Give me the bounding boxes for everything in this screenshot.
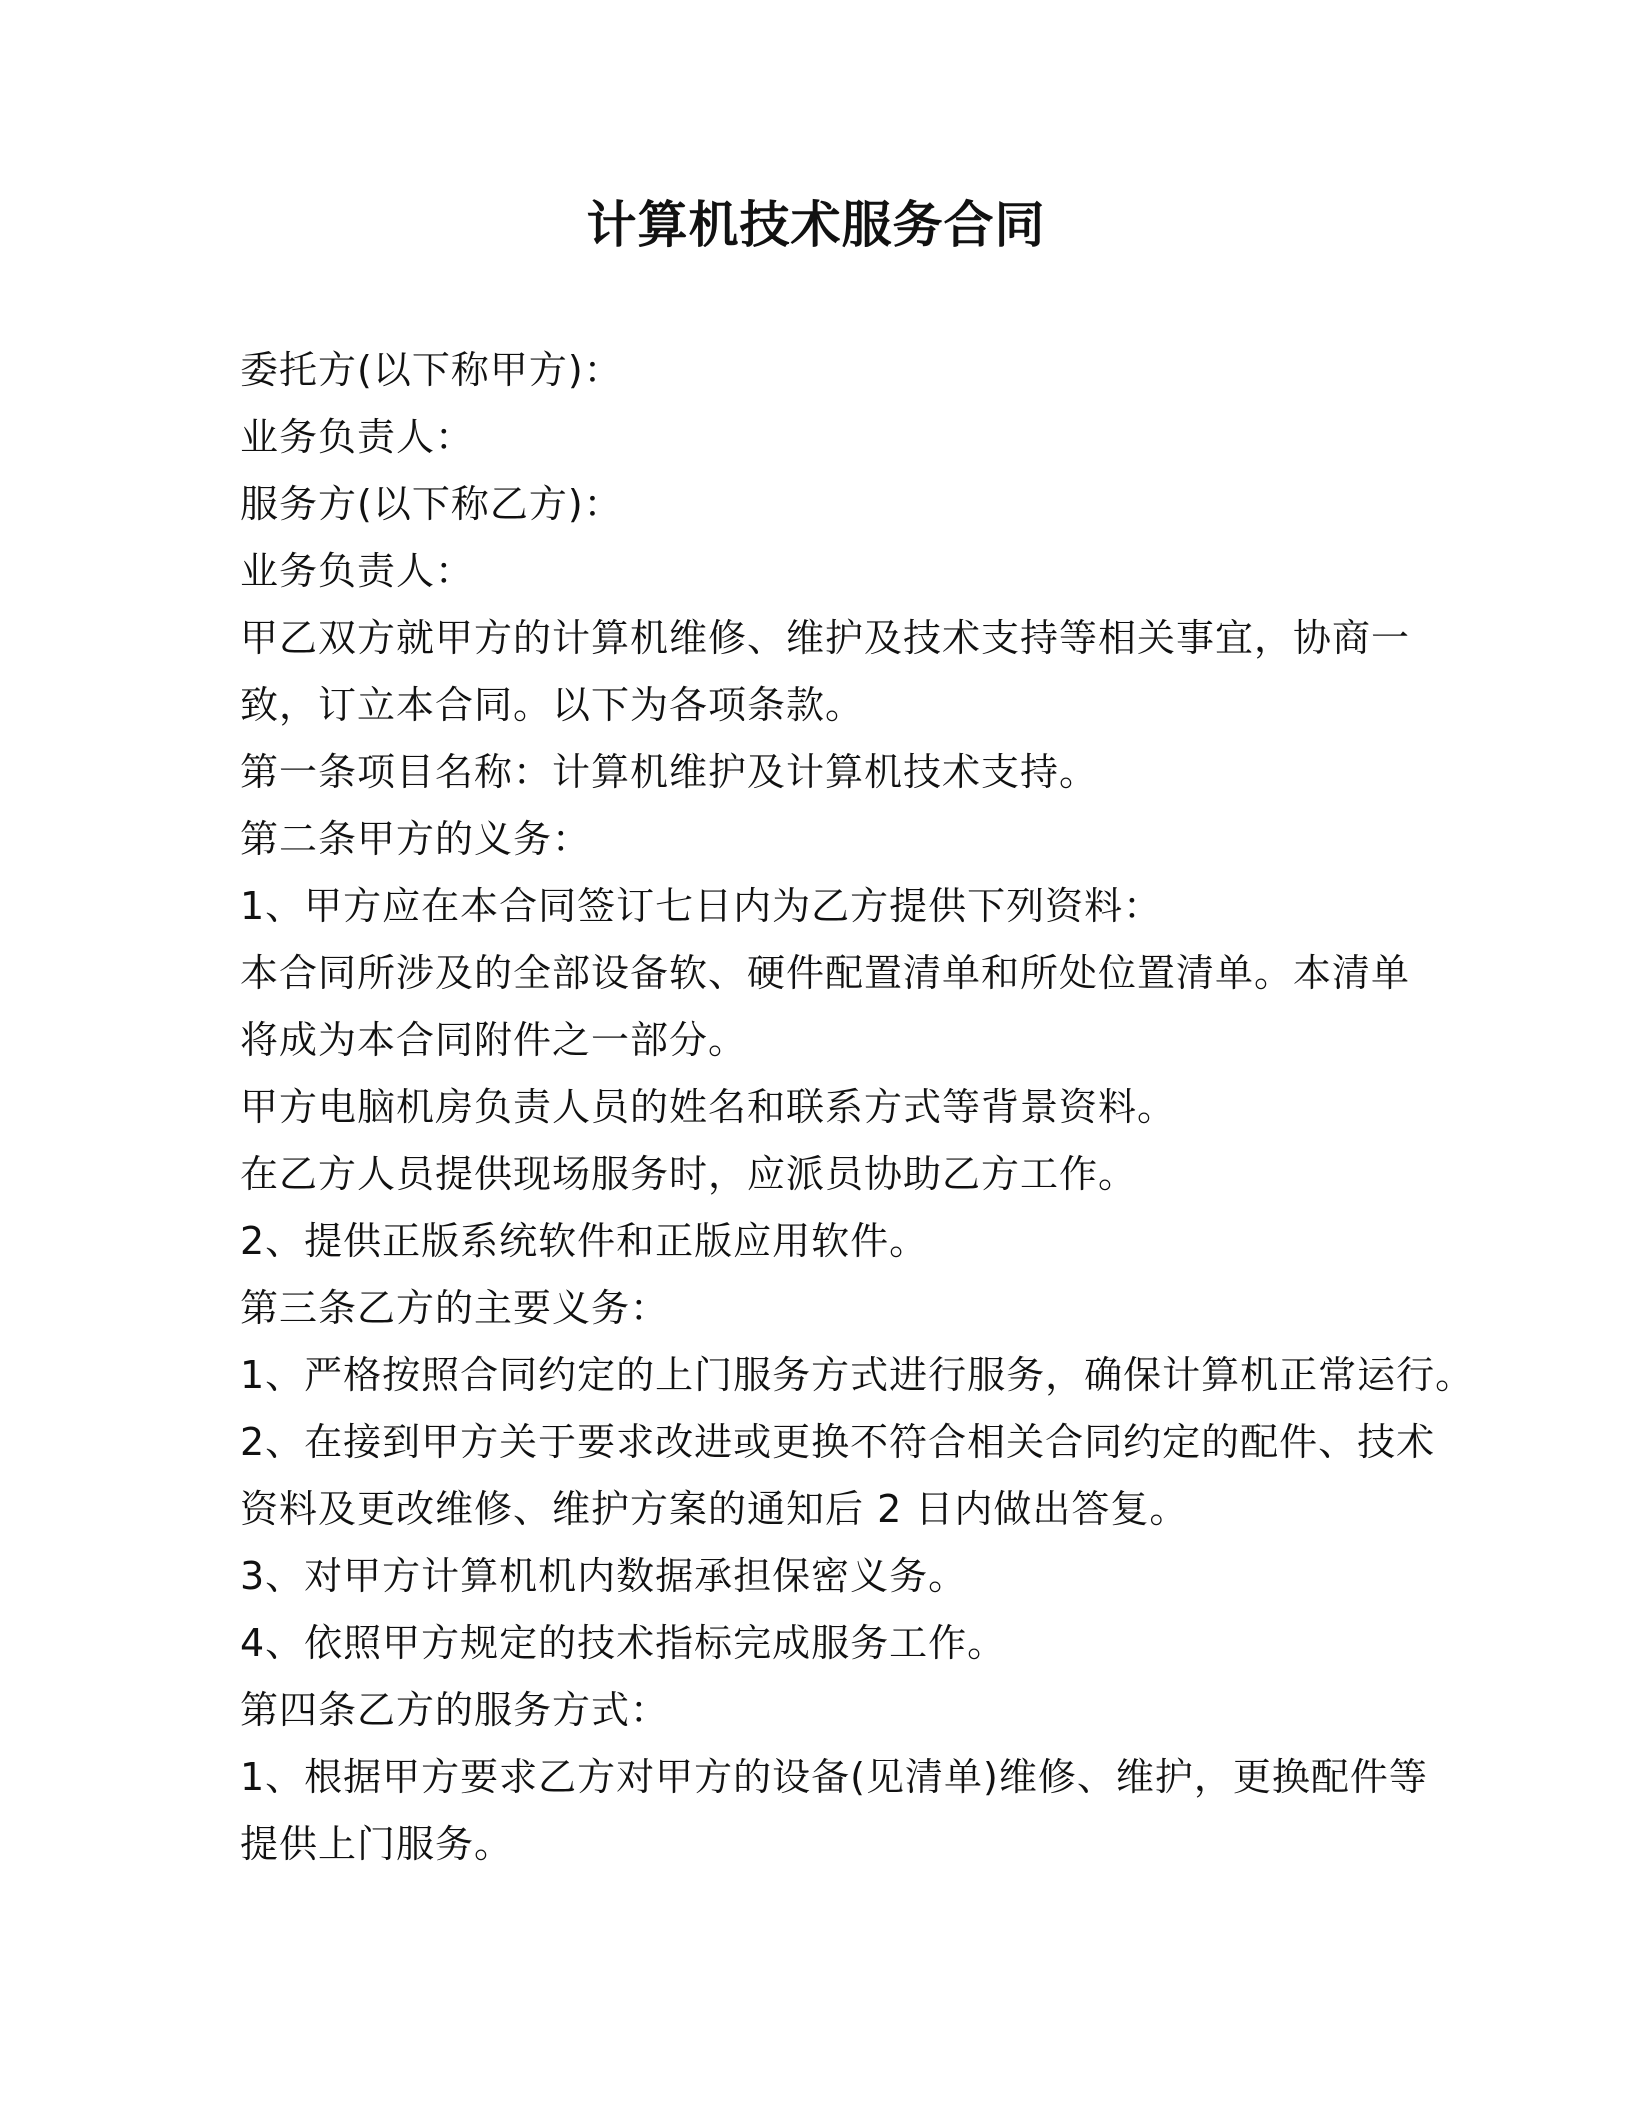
text-line: 提供上门服务。 [240,1822,514,1866]
text-line: 第四条乙方的服务方式： [240,1688,670,1732]
text-line: 甲乙双方就甲方的计算机维修、维护及技术支持等相关事宜，协商一 [240,616,1411,660]
document-body [240,337,1475,1878]
text-line: 第二条甲方的义务： [240,817,592,861]
text-line: 业务负责人： [240,549,475,593]
text-line: 2、提供正版系统软件和正版应用软件。 [240,1219,929,1263]
text-line: 资料及更改维修、维护方案的通知后 2 日内做出答复。 [240,1487,1189,1531]
text-line: 服务方(以下称乙方)： [240,482,623,526]
text-line: 第三条乙方的主要义务： [240,1286,670,1330]
text-line: 第一条项目名称：计算机维护及计算机技术支持。 [240,750,1099,794]
text-line: 将成为本合同附件之一部分。 [240,1018,748,1062]
text-line: 3、对甲方计算机机内数据承担保密义务。 [240,1554,968,1598]
text-line: 1、根据甲方要求乙方对甲方的设备(见清单)维修、维护，更换配件等 [240,1755,1428,1799]
text-line: 甲方电脑机房负责人员的姓名和联系方式等背景资料。 [240,1085,1177,1129]
text-line: 1、严格按照合同约定的上门服务方式进行服务，确保计算机正常运行。 [240,1353,1475,1397]
text-line: 1、甲方应在本合同签订七日内为乙方提供下列资料： [240,884,1163,928]
text-line: 在乙方人员提供现场服务时，应派员协助乙方工作。 [240,1152,1138,1196]
text-line: 委托方(以下称甲方)： [240,348,623,392]
text-line: 4、依照甲方规定的技术指标完成服务工作。 [240,1621,1007,1665]
document-title: 计算机技术服务合同 [586,196,1046,254]
text-line: 业务负责人： [240,415,475,459]
text-line: 本合同所涉及的全部设备软、硬件配置清单和所处位置清单。本清单 [240,951,1411,995]
text-line: 致，订立本合同。以下为各项条款。 [240,683,865,727]
text-line: 2、在接到甲方关于要求改进或更换不符合相关合同约定的配件、技术 [240,1420,1436,1464]
